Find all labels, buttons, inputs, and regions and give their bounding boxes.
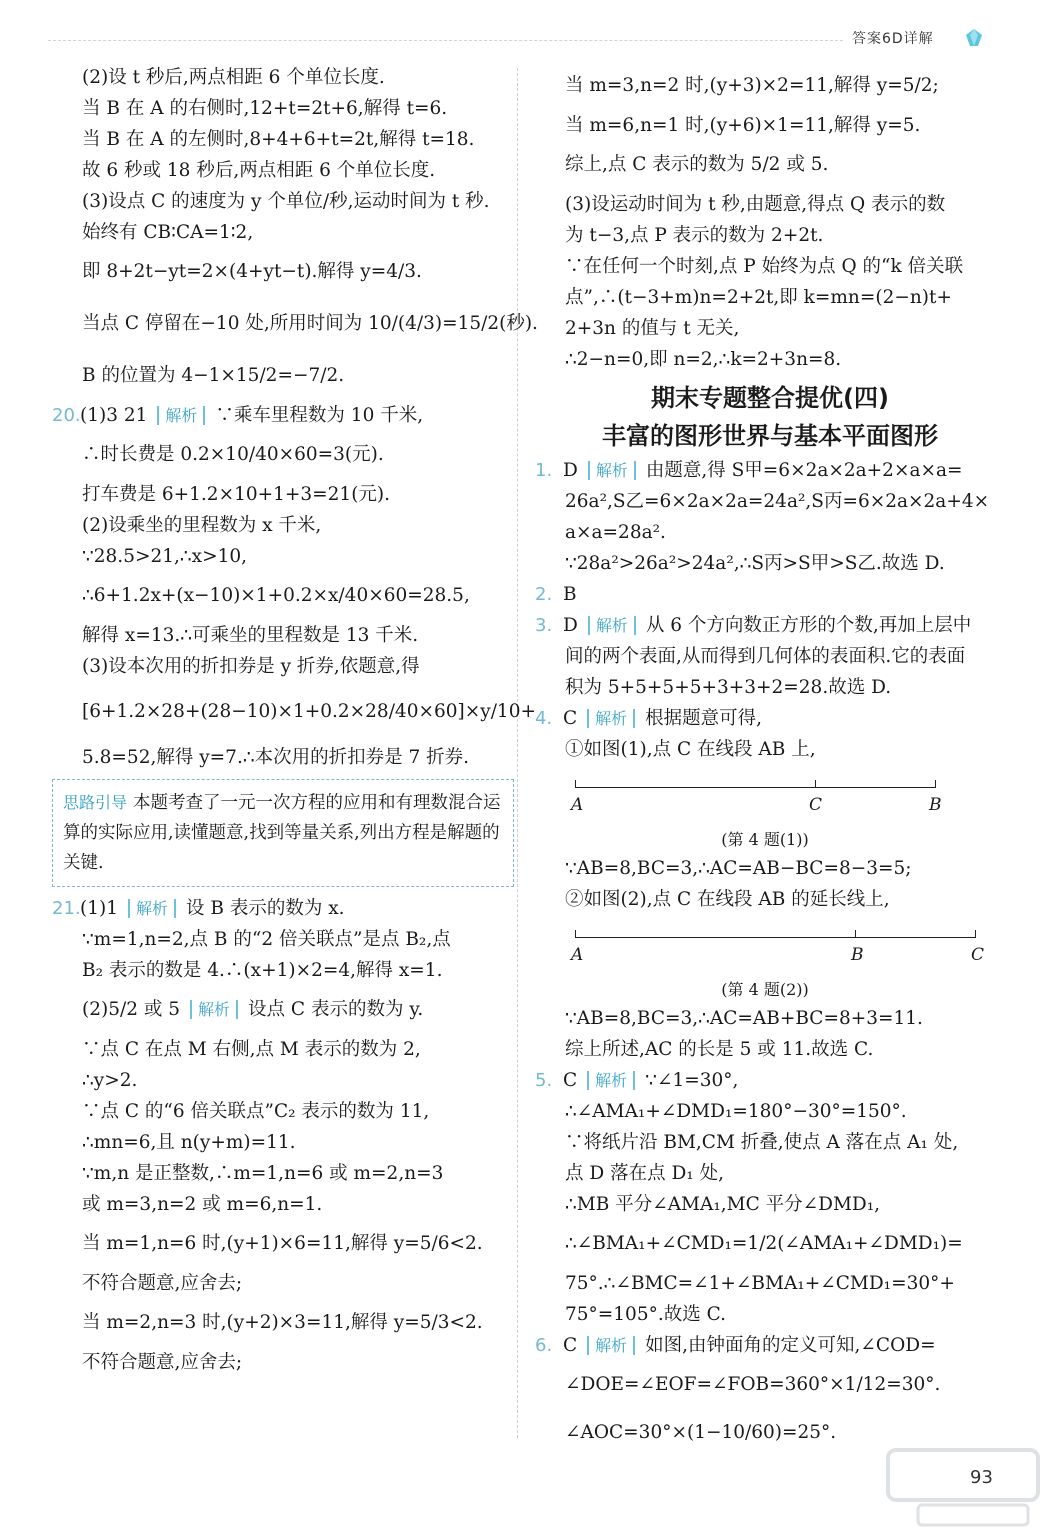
text-line xyxy=(52,742,512,773)
text-line xyxy=(52,479,512,510)
analysis-text: 设 B 表示的数为 x. xyxy=(186,898,345,919)
tip-text: 本题考查了一元一次方程的应用和有理数混合运算的实际应用,读懂题意,找到等量关系,列出方程是解题的关键. xyxy=(63,793,501,873)
answer-text: B 的位置为 4−1×15/2=−7/2. xyxy=(82,365,345,386)
answer-text: (3)设点 C 的速度为 y 个单位/秒,运动时间为 t 秒. xyxy=(82,191,490,212)
text-line xyxy=(52,400,512,431)
text-line xyxy=(535,1367,1005,1403)
answer-text: 点 D 落在点 D₁ 处, xyxy=(565,1163,724,1184)
question-number: 2. xyxy=(535,584,553,605)
figure-label: B xyxy=(851,945,864,965)
answer-text: ∴MB 平分∠AMA₁,MC 平分∠DMD₁, xyxy=(565,1194,881,1215)
analysis-text: 从 6 个方向数正方形的个数,再加上层中 xyxy=(645,615,972,636)
answer-text: ∴时长费是 0.2×10/40×60=3(元). xyxy=(82,444,384,465)
text-line xyxy=(535,517,1005,548)
answer-text: C xyxy=(563,1070,578,1091)
answer-text: 为 t−3,点 P 表示的数为 2+2t. xyxy=(565,225,824,246)
analysis-tag: 解析 xyxy=(157,406,205,425)
text-line xyxy=(52,155,512,186)
text-line xyxy=(52,690,536,734)
analysis-tag: 解析 xyxy=(588,461,636,480)
page-number: 93 xyxy=(970,1467,993,1488)
text-line xyxy=(535,1226,1005,1262)
answer-text: 即 8+2t−yt=2×(4+yt−t).解得 y=4/3. xyxy=(82,261,422,282)
question-number: 5. xyxy=(535,1070,553,1091)
answer-text: ∵28.5>21,∴x>10, xyxy=(82,546,248,567)
answer-text: 综上所述,AC 的长是 5 或 11.故选 C. xyxy=(565,1039,874,1060)
text-line xyxy=(535,884,1005,915)
answer-text: (3)设本次用的折扣券是 y 折券,依题意,得 xyxy=(82,656,420,677)
answer-text: 不符合题意,应舍去; xyxy=(82,1352,243,1373)
text-line xyxy=(52,217,512,248)
text-line xyxy=(52,541,512,572)
analysis-tag: 解析 xyxy=(588,616,636,635)
answer-text: ②如图(2),点 C 在线段 AB 的延长线上, xyxy=(565,889,890,910)
text-line xyxy=(52,1347,512,1378)
analysis-text: ∵乘车里程数为 10 千米, xyxy=(215,405,424,426)
answer-text: 不符合题意,应舍去; xyxy=(82,1273,243,1294)
text-line xyxy=(52,1065,512,1096)
text-line xyxy=(52,93,512,124)
text-line xyxy=(52,651,512,682)
answer-text: 5.8=52,解得 y=7.∴本次用的折扣券是 7 折券. xyxy=(82,747,470,768)
left-column xyxy=(52,62,538,1378)
answer-text: 始终有 CB∶CA=1∶2, xyxy=(82,222,254,243)
answer-text: (1)1 xyxy=(80,898,118,919)
figure-4-1 xyxy=(565,767,965,827)
text-line xyxy=(535,68,1005,104)
section-subtitle: 丰富的图形世界与基本平面图形 xyxy=(602,422,938,450)
analysis-text: ∵∠1=30°, xyxy=(645,1070,739,1091)
text-line xyxy=(52,893,512,924)
text-line xyxy=(535,313,1005,344)
analysis-tag: 解析 xyxy=(587,1336,635,1355)
text-line xyxy=(52,1127,512,1158)
text-line xyxy=(535,1003,1005,1034)
answer-text: ∵在任何一个时刻,点 P 始终为点 Q 的“k 倍关联 xyxy=(565,256,964,277)
figure-label: A xyxy=(571,795,584,815)
figure-label: C xyxy=(809,795,823,815)
answer-text: ∴mn=6,且 n(y+m)=11. xyxy=(82,1132,296,1153)
text-line xyxy=(52,620,512,651)
answer-text: ∴∠BMA₁+∠CMD₁=1/2(∠AMA₁+∠DMD₁)= xyxy=(565,1233,963,1254)
answer-text: ∠AOC=30°×(1−10/60)=25°. xyxy=(565,1422,837,1443)
answer-text: 故 6 秒或 18 秒后,两点相距 6 个单位长度. xyxy=(82,160,436,181)
answer-text: ∵AB=8,BC=3,∴AC=AB−BC=8−3=5; xyxy=(565,858,912,879)
answer-text: 点”,∴(t−3+m)n=2+2t,即 k=mn=(2−n)t+ xyxy=(565,287,952,308)
text-line xyxy=(52,578,512,614)
text-line xyxy=(535,147,1005,183)
figure-caption: (第 4 题(1)) xyxy=(721,830,809,849)
gem-icon xyxy=(964,28,984,48)
text-line xyxy=(52,955,512,986)
text-line xyxy=(535,455,1005,486)
text-line xyxy=(52,1158,512,1189)
answer-text: 26a²,S乙=6×2a×2a=24a²,S丙=6×2a×2a+4× xyxy=(565,491,990,512)
answer-text: 积为 5+5+5+5+3+3+2=28.故选 D. xyxy=(565,677,892,698)
text-line xyxy=(535,641,1005,672)
text-line xyxy=(535,1330,1005,1361)
text-line xyxy=(52,296,538,352)
header-rule xyxy=(48,40,843,41)
answer-text: ∠DOE=∠EOF=∠FOB=360°×1/12=30°. xyxy=(565,1374,941,1395)
answer-text: ∵m,n 是正整数,∴m=1,n=6 或 m=2,n=3 xyxy=(82,1163,444,1184)
question-number: 4. xyxy=(535,708,553,729)
figure-label: C xyxy=(971,945,985,965)
text-line xyxy=(52,510,512,541)
answer-text: 当 B 在 A 的左侧时,8+4+6+t=2t,解得 t=18. xyxy=(82,129,475,150)
figure-label: B xyxy=(929,795,942,815)
analysis-tag: 解析 xyxy=(128,899,176,918)
text-line xyxy=(535,110,1005,141)
watermark-logo xyxy=(878,1440,1048,1530)
answer-text: (2)设 t 秒后,两点相距 6 个单位长度. xyxy=(82,67,385,88)
answer-text: ∵点 C 在点 M 右侧,点 M 表示的数为 2, xyxy=(82,1039,421,1060)
text-line xyxy=(52,1305,512,1341)
text-line xyxy=(52,437,512,473)
answer-text: ∵28a²>26a²>24a²,∴S丙>S甲>S乙.故选 D. xyxy=(565,553,945,574)
text-line xyxy=(535,189,1005,220)
answer-text: D xyxy=(563,460,578,481)
figure-caption: (第 4 题(2)) xyxy=(721,980,809,999)
analysis-tag: 解析 xyxy=(587,1071,635,1090)
text-line xyxy=(535,853,1005,884)
answer-text: [6+1.2×28+(28−10)×1+0.2×28/40×60]×y/10+ xyxy=(82,701,536,722)
analysis-text: 根据题意可得, xyxy=(645,708,763,729)
text-line xyxy=(52,124,512,155)
tip-label: 思路引导 xyxy=(63,793,128,812)
header-title: 答案6D详解 xyxy=(852,31,934,47)
analysis-text: 如图,由钟面角的定义可知,∠COD= xyxy=(645,1335,936,1356)
answer-text: C xyxy=(563,708,578,729)
text-line xyxy=(535,1034,1005,1065)
text-line xyxy=(52,358,512,394)
answer-text: C xyxy=(563,1335,578,1356)
text-line xyxy=(535,610,1005,641)
text-line xyxy=(535,251,1005,282)
answer-text: 当 m=1,n=6 时,(y+1)×6=11,解得 y=5/6<2. xyxy=(82,1233,483,1254)
text-line xyxy=(535,486,1005,517)
answer-text: ∵AB=8,BC=3,∴AC=AB+BC=8+3=11. xyxy=(565,1008,923,1029)
text-line xyxy=(535,1299,1005,1330)
text-line xyxy=(52,1034,512,1065)
answer-text: 当点 C 停留在−10 处,所用时间为 10/(4/3)=15/2(秒). xyxy=(82,313,538,334)
answer-text: 解得 x=13.∴可乘坐的里程数是 13 千米. xyxy=(82,625,419,646)
answer-text: 打车费是 6+1.2×10+1+3=21(元). xyxy=(82,484,391,505)
text-line xyxy=(535,1096,1005,1127)
answer-text: D xyxy=(563,615,578,636)
answer-text: (2)5/2 或 5 xyxy=(82,999,181,1020)
answer-text: 综上,点 C 表示的数为 5/2 或 5. xyxy=(565,154,829,175)
answer-text: ∴2−n=0,即 n=2,∴k=2+3n=8. xyxy=(565,349,842,370)
answer-text: ∴6+1.2x+(x−10)×1+0.2×x/40×60=28.5, xyxy=(82,585,470,606)
answer-text: ∴∠AMA₁+∠DMD₁=180°−30°=150°. xyxy=(565,1101,907,1122)
figure-label: A xyxy=(571,945,584,965)
answer-text: (2)设乘坐的里程数为 x 千米, xyxy=(82,515,322,536)
text-line xyxy=(52,254,512,290)
answer-text: 或 m=3,n=2 或 m=6,n=1. xyxy=(82,1194,323,1215)
question-number: 1. xyxy=(535,460,553,481)
text-line xyxy=(52,1189,512,1220)
answer-text: ∵将纸片沿 BM,CM 折叠,使点 A 落在点 A₁ 处, xyxy=(565,1132,959,1153)
text-line xyxy=(535,548,1005,579)
answer-text: 75°=105°.故选 C. xyxy=(565,1304,726,1325)
text-line xyxy=(52,1096,512,1127)
text-line xyxy=(52,1268,512,1299)
analysis-tag: 解析 xyxy=(587,709,635,728)
question-number: 3. xyxy=(535,615,553,636)
text-line xyxy=(535,1268,1005,1299)
answer-text: a×a=28a². xyxy=(565,522,666,543)
answer-text: ∴y>2. xyxy=(82,1070,138,1091)
text-line xyxy=(52,992,512,1028)
text-line xyxy=(52,62,512,93)
text-line xyxy=(535,1158,1005,1189)
tip-box xyxy=(52,779,514,887)
right-column xyxy=(535,62,1005,1463)
answer-text: B₂ 表示的数是 4.∴(x+1)×2=4,解得 x=1. xyxy=(82,960,443,981)
text-line xyxy=(535,579,1005,610)
figure-4-2 xyxy=(565,917,985,977)
analysis-tag: 解析 xyxy=(190,1000,238,1019)
text-line xyxy=(535,282,1005,313)
answer-text: ①如图(1),点 C 在线段 AB 上, xyxy=(565,739,816,760)
answer-text: ∵点 C 的“6 倍关联点”C₂ 表示的数为 11, xyxy=(82,1101,430,1122)
answer-text: ∵m=1,n=2,点 B 的“2 倍关联点”是点 B₂,点 xyxy=(82,929,451,950)
answer-text: 当 m=3,n=2 时,(y+3)×2=11,解得 y=5/2; xyxy=(565,75,939,96)
answer-text: (1)3 21 xyxy=(80,405,148,426)
answer-text: B xyxy=(563,584,577,605)
answer-text: 当 m=2,n=3 时,(y+2)×3=11,解得 y=5/3<2. xyxy=(82,1312,483,1333)
answer-text: 当 m=6,n=1 时,(y+6)×1=11,解得 y=5. xyxy=(565,115,921,136)
text-line xyxy=(52,1226,512,1262)
text-line xyxy=(535,344,1005,375)
answer-text: 2+3n 的值与 t 无关, xyxy=(565,318,740,339)
answer-text: 当 B 在 A 的右侧时,12+t=2t+6,解得 t=6. xyxy=(82,98,448,119)
text-line xyxy=(535,1189,1005,1220)
text-line xyxy=(535,672,1005,703)
question-number: 20. xyxy=(52,405,81,426)
answer-text: 75°.∴∠BMC=∠1+∠BMA₁+∠CMD₁=30°+ xyxy=(565,1273,955,1294)
column-divider xyxy=(517,68,518,1438)
text-line xyxy=(535,703,1005,734)
text-line xyxy=(52,924,512,955)
section-title: 期末专题整合提优(四) xyxy=(651,384,889,412)
text-line xyxy=(535,1127,1005,1158)
answer-text: (3)设运动时间为 t 秒,由题意,得点 Q 表示的数 xyxy=(565,194,946,215)
question-number: 21. xyxy=(52,898,81,919)
text-line xyxy=(52,186,512,217)
text-line xyxy=(535,1065,1005,1096)
answer-text: 间的两个表面,从而得到几何体的表面积.它的表面 xyxy=(565,646,966,667)
analysis-text: 设点 C 表示的数为 y. xyxy=(248,999,424,1020)
analysis-text: 由题意,得 S甲=6×2a×2a+2×a×a= xyxy=(645,460,963,481)
text-line xyxy=(535,220,1005,251)
question-number: 6. xyxy=(535,1335,553,1356)
text-line xyxy=(535,734,1005,765)
